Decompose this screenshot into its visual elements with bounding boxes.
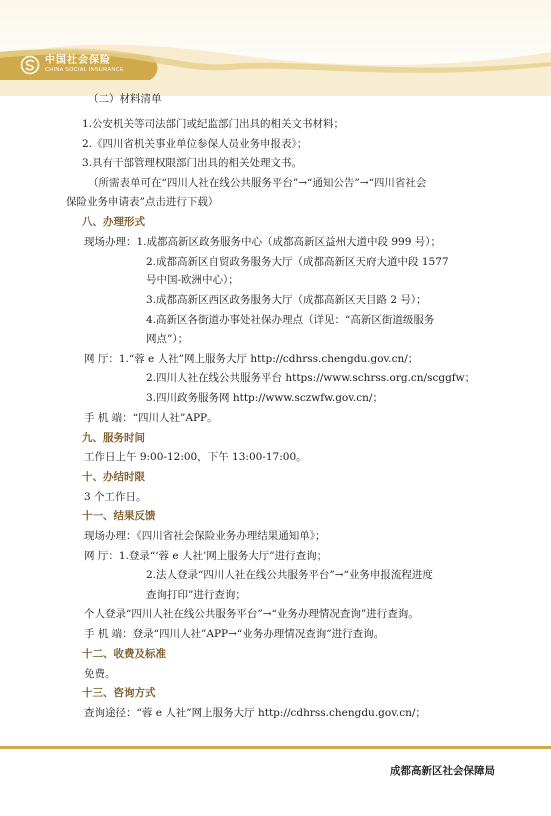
feedback-personal: 个人登录“四川人社在线公共服务平台”→“业务办理情况查询”进行查询。 bbox=[84, 608, 419, 620]
section-heading-consultation: 十三、咨询方式 bbox=[82, 687, 156, 699]
mobile-app-item: 手 机 端：“四川人社”APP。 bbox=[84, 412, 218, 424]
onsite-item-2-line-1: 2.成都高新区自贸政务服务大厅（成都高新区天府大道中段 1577 bbox=[146, 256, 449, 268]
logo bbox=[20, 54, 124, 76]
download-note-line-2: 保险业务申请表”点击进行下载） bbox=[66, 196, 219, 208]
feedback-onsite: 现场办理：《四川省社会保险业务办理结果通知单》； bbox=[84, 530, 326, 542]
section-heading-service-hours: 九、服务时间 bbox=[82, 432, 145, 444]
subheading-materials-list: （二）材料清单 bbox=[88, 93, 162, 105]
service-hours-text: 工作日上午 9:00-12:00，下午 13:00-17:00。 bbox=[84, 451, 307, 463]
page-header bbox=[0, 0, 551, 96]
social-insurance-logo-icon bbox=[20, 55, 40, 75]
material-item-1: 1.公安机关等司法部门或纪监部门出具的相关文书材料； bbox=[82, 118, 345, 130]
header-wave-decoration bbox=[0, 0, 551, 96]
onsite-item-3: 3.成都高新区西区政务服务大厅（成都高新区天目路 2 号）； bbox=[146, 294, 427, 306]
feedback-mobile: 手 机 端：登录“四川人社”APP→“业务办理情况查询”进行查询。 bbox=[84, 628, 385, 640]
material-item-3: 3.具有干部管理权限部门出具的相关处理文书。 bbox=[82, 157, 303, 169]
online-hall-item-3: 3.四川政务服务网 http://www.sczwfw.gov.cn/； bbox=[146, 392, 383, 404]
onsite-item-4-line-1: 4.高新区各街道办事处社保办理点（详见：“高新区街道级服务 bbox=[146, 314, 435, 326]
onsite-item-1: 现场办理：1.成都高新区政务服务中心（成都高新区益州大道中段 999 号）； bbox=[84, 236, 441, 248]
section-heading-fees: 十二、收费及标准 bbox=[82, 648, 166, 660]
onsite-item-2-line-2: 号中国-欧洲中心）； bbox=[146, 274, 239, 286]
feedback-online-item-1: 网 厅：1.登录“‘蓉 e 人社’网上服务大厅”进行查询； bbox=[84, 550, 328, 562]
footer-organization: 成都高新区社会保障局 bbox=[390, 765, 495, 777]
consultation-channel: 查询途径：“蓉 e 人社”网上服务大厅 http://cdhrss.chengdu.gov.cn/； bbox=[84, 707, 426, 719]
material-item-2: 2.《四川省机关事业单位参保人员业务申报表》； bbox=[82, 138, 308, 150]
logo-english-text: CHINA SOCIAL INSURANCE bbox=[45, 67, 124, 74]
section-heading-handling-form: 八、办理形式 bbox=[82, 216, 145, 228]
feedback-online-item-2-line-1: 2.法人登录“四川人社在线公共服务平台”→“业务申报流程进度 bbox=[146, 569, 433, 581]
feedback-online-item-2-line-2: 查询打印”进行查询； bbox=[146, 589, 246, 601]
footer-divider bbox=[0, 746, 551, 749]
online-hall-item-2: 2.四川人社在线公共服务平台 https://www.schrss.org.cn/scggfw； bbox=[146, 372, 476, 384]
onsite-item-4-line-2: 网点”）； bbox=[146, 333, 189, 345]
completion-time-text: 3 个工作日。 bbox=[84, 491, 147, 503]
fees-text: 免费。 bbox=[84, 668, 116, 680]
section-heading-result-feedback: 十一、结果反馈 bbox=[82, 510, 156, 522]
section-heading-completion-time: 十、办结时限 bbox=[82, 471, 145, 483]
online-hall-item-1: 网 厅：1.“蓉 e 人社”网上服务大厅 http://cdhrss.chengdu.gov.cn/； bbox=[84, 353, 419, 365]
logo-chinese-text: 中国社会保险 bbox=[45, 55, 111, 67]
download-note-line-1: （所需表单可在“四川人社在线公共服务平台”→“通知公告”→“四川省社会 bbox=[88, 177, 427, 189]
